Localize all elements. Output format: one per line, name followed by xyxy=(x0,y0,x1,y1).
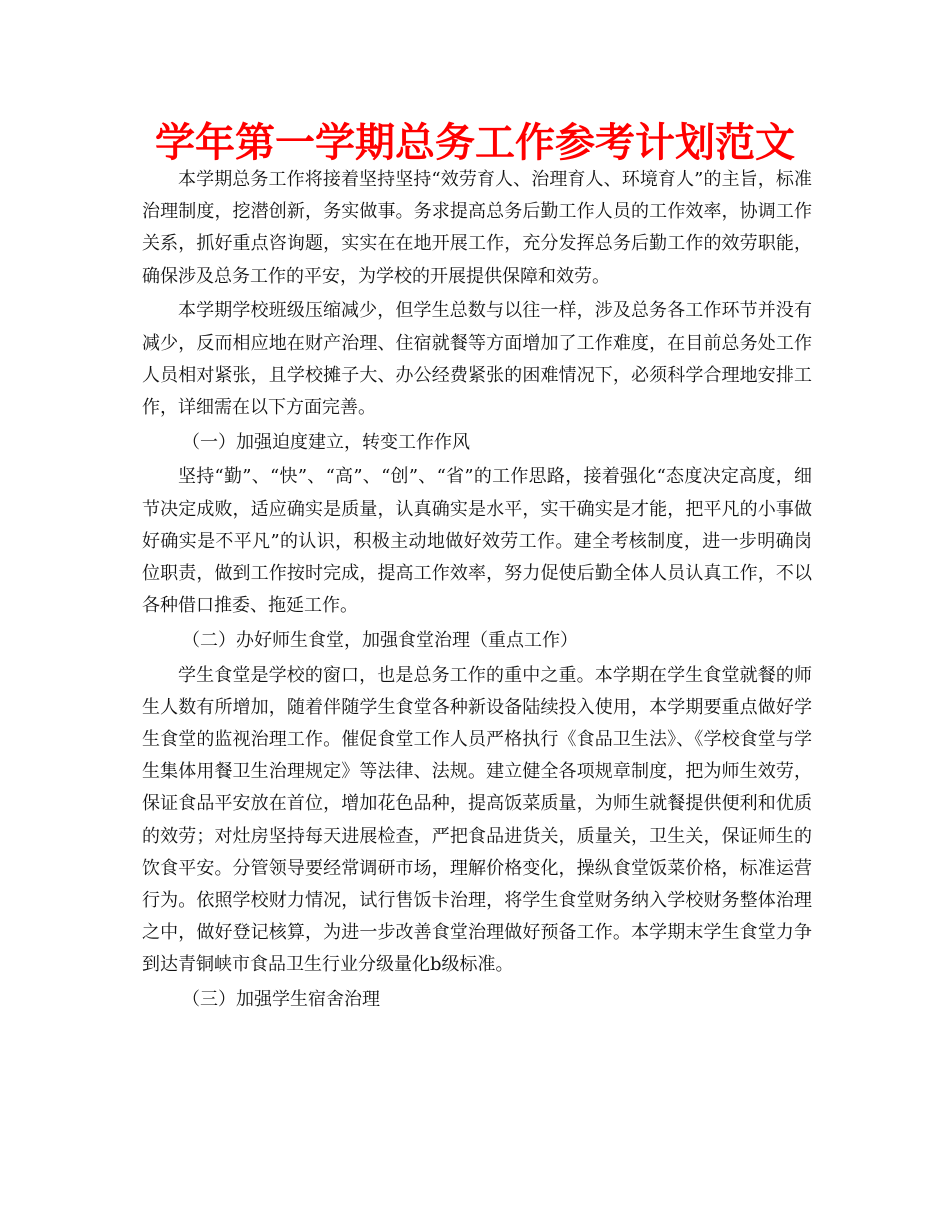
section-heading-1: （一）加强迫度建立，转变工作作风 xyxy=(182,431,470,453)
document-title: 学年第一学期总务工作参考计划范文 xyxy=(155,120,795,166)
paragraph-section-1: 坚持“勤”、“快”、“高”、“创”、“省”的工作思路，接着强化“态度决定高度，细节决定成败，适应确实是质量，认真确实是水平，实干确实是才能，把平凡的小事做好确实是不平凡”的认识，积极主动地做好效劳工作。建全考核制度，进一步明确岗位职责，做到工作按时完成，提高工作效率，努力促使后勤全体人员认真工作，不以各种借口推委、拖延工作。 xyxy=(142,466,812,617)
paragraph-background: 本学期学校班级压缩减少，但学生总数与以往一样，涉及总务各工作环节并没有减少，反而相应地在财产治理、住宿就餐等方面增加了工作难度，在目前总务处工作人员相对紧张，且学校摊子大、办公经费紧张的困难情况下，必须科学合理地安排工作，详细需在以下方面完善。 xyxy=(142,300,812,418)
paragraph-section-2: 学生食堂是学校的窗口，也是总务工作的重中之重。本学期在学生食堂就餐的师生人数有所增加，随着伴随学生食堂各种新设备陆续投入使用，本学期要重点做好学生食堂的监视治理工作。催促食堂工作人员严格执行《食品卫生法》、《学校食堂与学生集体用餐卫生治理规定》等法律、法规。建立健全各项规章制度，把为师生效劳，保证食品平安放在首位，增加花色品种，提高饭菜质量，为师生就餐提供便利和优质的效劳；对灶房坚持每天进展检查，严把食品进货关，质量关，卫生关，保证师生的饮食平安。分管领导要经常调研市场，理解价格变化，操纵食堂饭菜价格，标准运营行为。依照学校财力情况，试行售饭卡治理，将学生食堂财务纳入学校财务整体治理之中，做好登记核算，为进一步改善食堂治理做好预备工作。本学期末学生食堂力争到达青铜峡市食品卫生行业分级量化b级标准。 xyxy=(142,664,812,976)
paragraph-intro: 本学期总务工作将接着坚持坚持“效劳育人、治理育人、环境育人”的主旨，标准治理制度，挖潜创新，务实做事。务求提高总务后勤工作人员的工作效率，协调工作关系，抓好重点咨询题，实实在在地开展工作，充分发挥总务后勤工作的效劳职能，确保涉及总务工作的平安，为学校的开展提供保障和效劳。 xyxy=(142,169,812,287)
section-heading-2: （二）办好师生食堂，加强食堂治理（重点工作） xyxy=(182,629,578,651)
document-body xyxy=(142,164,812,1019)
section-heading-3: （三）加强学生宿舍治理 xyxy=(182,989,380,1011)
